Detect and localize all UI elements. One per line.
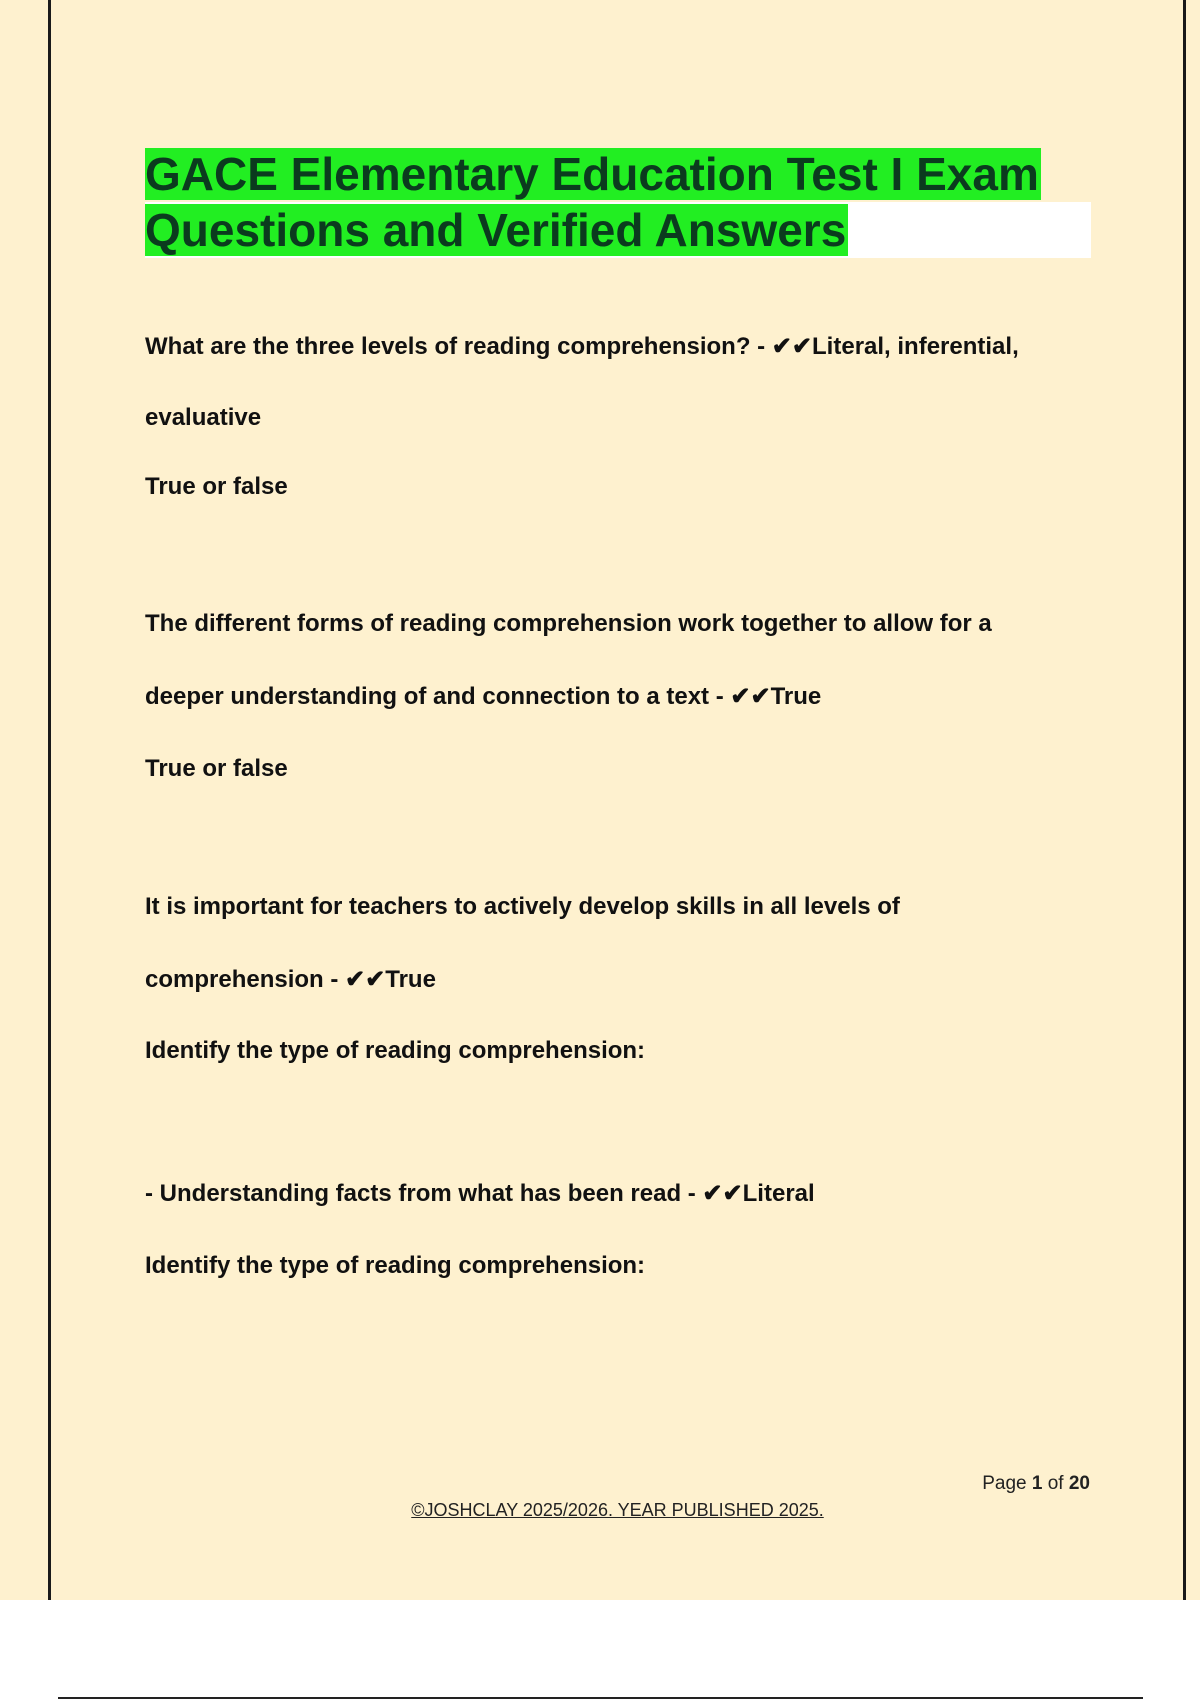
page-border-right bbox=[1183, 0, 1186, 1600]
question-line: Identify the type of reading comprehension: bbox=[145, 1037, 646, 1064]
question-line: What are the three levels of reading comprehension? - ✔✔Literal, inferential, bbox=[145, 333, 1019, 360]
page-total: 20 bbox=[1068, 1473, 1090, 1494]
page-current: 1 bbox=[1031, 1473, 1043, 1494]
answer-line: evaluative bbox=[145, 404, 262, 431]
answer-line: - Understanding facts from what has been read - ✔✔Literal bbox=[145, 1180, 815, 1207]
title-line-2: Questions and Verified Answers bbox=[145, 204, 847, 256]
bottom-divider bbox=[58, 1697, 1143, 1699]
page-of: of bbox=[1047, 1473, 1064, 1494]
document-title bbox=[145, 146, 1091, 258]
question-line: The different forms of reading comprehension work together to allow for a bbox=[145, 610, 992, 637]
page-number bbox=[970, 1473, 1090, 1495]
page-label: Page bbox=[982, 1473, 1027, 1494]
question-line: True or false bbox=[145, 755, 288, 782]
question-line: True or false bbox=[145, 473, 288, 500]
title-line-1: GACE Elementary Education Test I Exam bbox=[145, 148, 1039, 200]
question-line: It is important for teachers to actively develop skills in all levels of bbox=[145, 893, 900, 920]
answer-line: comprehension - ✔✔True bbox=[145, 966, 436, 993]
copyright-footer: ©JOSHCLAY 2025/2026. YEAR PUBLISHED 2025. bbox=[411, 1500, 824, 1520]
page-border-left bbox=[48, 0, 51, 1600]
question-line: Identify the type of reading comprehension: bbox=[145, 1252, 646, 1279]
answer-line: deeper understanding of and connection to a text - ✔✔True bbox=[145, 683, 822, 710]
